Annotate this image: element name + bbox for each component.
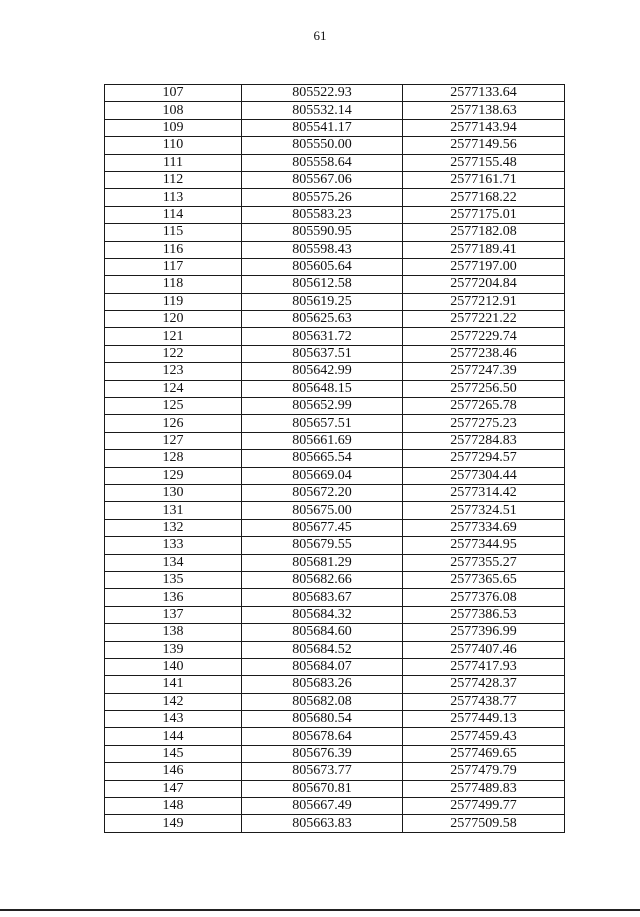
point-number-cell: 146 xyxy=(105,763,242,780)
point-number-cell: 122 xyxy=(105,345,242,362)
x-coordinate-cell: 805672.20 xyxy=(242,484,403,501)
table-row xyxy=(105,484,565,501)
point-number-cell: 138 xyxy=(105,624,242,641)
y-coordinate-cell: 2577265.78 xyxy=(403,398,565,415)
x-coordinate-cell: 805532.14 xyxy=(242,102,403,119)
x-coordinate-cell: 805680.54 xyxy=(242,711,403,728)
point-number-cell: 126 xyxy=(105,415,242,432)
table-row xyxy=(105,119,565,136)
point-number-cell: 139 xyxy=(105,641,242,658)
point-number-cell: 121 xyxy=(105,328,242,345)
y-coordinate-cell: 2577355.27 xyxy=(403,554,565,571)
page-bottom-border xyxy=(0,909,640,911)
y-coordinate-cell: 2577175.01 xyxy=(403,206,565,223)
y-coordinate-cell: 2577469.65 xyxy=(403,745,565,762)
y-coordinate-cell: 2577284.83 xyxy=(403,432,565,449)
y-coordinate-cell: 2577499.77 xyxy=(403,798,565,815)
table-row xyxy=(105,502,565,519)
point-number-cell: 116 xyxy=(105,241,242,258)
table-row xyxy=(105,85,565,102)
table-row xyxy=(105,763,565,780)
table-row xyxy=(105,154,565,171)
y-coordinate-cell: 2577509.58 xyxy=(403,815,565,832)
point-number-cell: 137 xyxy=(105,606,242,623)
table-row xyxy=(105,311,565,328)
x-coordinate-cell: 805558.64 xyxy=(242,154,403,171)
table-row xyxy=(105,241,565,258)
point-number-cell: 113 xyxy=(105,189,242,206)
y-coordinate-cell: 2577449.13 xyxy=(403,711,565,728)
x-coordinate-cell: 805605.64 xyxy=(242,258,403,275)
x-coordinate-cell: 805619.25 xyxy=(242,293,403,310)
point-number-cell: 111 xyxy=(105,154,242,171)
point-number-cell: 124 xyxy=(105,380,242,397)
table-row xyxy=(105,171,565,188)
x-coordinate-cell: 805590.95 xyxy=(242,224,403,241)
y-coordinate-cell: 2577407.46 xyxy=(403,641,565,658)
point-number-cell: 115 xyxy=(105,224,242,241)
table-row xyxy=(105,554,565,571)
y-coordinate-cell: 2577314.42 xyxy=(403,484,565,501)
table-row xyxy=(105,276,565,293)
y-coordinate-cell: 2577459.43 xyxy=(403,728,565,745)
y-coordinate-cell: 2577143.94 xyxy=(403,119,565,136)
y-coordinate-cell: 2577212.91 xyxy=(403,293,565,310)
y-coordinate-cell: 2577489.83 xyxy=(403,780,565,797)
x-coordinate-cell: 805683.26 xyxy=(242,676,403,693)
table-row xyxy=(105,606,565,623)
point-number-cell: 131 xyxy=(105,502,242,519)
y-coordinate-cell: 2577428.37 xyxy=(403,676,565,693)
x-coordinate-cell: 805522.93 xyxy=(242,85,403,102)
x-coordinate-cell: 805684.32 xyxy=(242,606,403,623)
x-coordinate-cell: 805673.77 xyxy=(242,763,403,780)
point-number-cell: 145 xyxy=(105,745,242,762)
x-coordinate-cell: 805676.39 xyxy=(242,745,403,762)
y-coordinate-cell: 2577275.23 xyxy=(403,415,565,432)
x-coordinate-cell: 805684.52 xyxy=(242,641,403,658)
y-coordinate-cell: 2577417.93 xyxy=(403,658,565,675)
point-number-cell: 140 xyxy=(105,658,242,675)
point-number-cell: 110 xyxy=(105,137,242,154)
point-number-cell: 129 xyxy=(105,467,242,484)
y-coordinate-cell: 2577133.64 xyxy=(403,85,565,102)
x-coordinate-cell: 805684.07 xyxy=(242,658,403,675)
point-number-cell: 144 xyxy=(105,728,242,745)
table-row xyxy=(105,519,565,536)
table-row xyxy=(105,189,565,206)
x-coordinate-cell: 805677.45 xyxy=(242,519,403,536)
y-coordinate-cell: 2577149.56 xyxy=(403,137,565,154)
x-coordinate-cell: 805682.08 xyxy=(242,693,403,710)
table-row xyxy=(105,432,565,449)
table-row xyxy=(105,537,565,554)
point-number-cell: 143 xyxy=(105,711,242,728)
y-coordinate-cell: 2577256.50 xyxy=(403,380,565,397)
table-row xyxy=(105,258,565,275)
x-coordinate-cell: 805684.60 xyxy=(242,624,403,641)
table-row xyxy=(105,293,565,310)
y-coordinate-cell: 2577344.95 xyxy=(403,537,565,554)
point-number-cell: 135 xyxy=(105,571,242,588)
y-coordinate-cell: 2577221.22 xyxy=(403,311,565,328)
y-coordinate-cell: 2577438.77 xyxy=(403,693,565,710)
table-row xyxy=(105,693,565,710)
y-coordinate-cell: 2577324.51 xyxy=(403,502,565,519)
table-row xyxy=(105,398,565,415)
coordinate-table xyxy=(104,84,565,833)
point-number-cell: 108 xyxy=(105,102,242,119)
y-coordinate-cell: 2577189.41 xyxy=(403,241,565,258)
x-coordinate-cell: 805652.99 xyxy=(242,398,403,415)
y-coordinate-cell: 2577138.63 xyxy=(403,102,565,119)
point-number-cell: 107 xyxy=(105,85,242,102)
page-number: 61 xyxy=(313,28,327,43)
x-coordinate-cell: 805612.58 xyxy=(242,276,403,293)
point-number-cell: 119 xyxy=(105,293,242,310)
x-coordinate-cell: 805637.51 xyxy=(242,345,403,362)
table-row xyxy=(105,206,565,223)
x-coordinate-cell: 805648.15 xyxy=(242,380,403,397)
point-number-cell: 118 xyxy=(105,276,242,293)
x-coordinate-cell: 805550.00 xyxy=(242,137,403,154)
point-number-cell: 141 xyxy=(105,676,242,693)
point-number-cell: 114 xyxy=(105,206,242,223)
table-row xyxy=(105,450,565,467)
table-row xyxy=(105,380,565,397)
table-row xyxy=(105,102,565,119)
point-number-cell: 149 xyxy=(105,815,242,832)
x-coordinate-cell: 805583.23 xyxy=(242,206,403,223)
point-number-cell: 128 xyxy=(105,450,242,467)
point-number-cell: 134 xyxy=(105,554,242,571)
x-coordinate-cell: 805670.81 xyxy=(242,780,403,797)
x-coordinate-cell: 805661.69 xyxy=(242,432,403,449)
x-coordinate-cell: 805681.29 xyxy=(242,554,403,571)
point-number-cell: 133 xyxy=(105,537,242,554)
point-number-cell: 109 xyxy=(105,119,242,136)
y-coordinate-cell: 2577334.69 xyxy=(403,519,565,536)
table-row xyxy=(105,780,565,797)
x-coordinate-cell: 805625.63 xyxy=(242,311,403,328)
table-row xyxy=(105,745,565,762)
point-number-cell: 117 xyxy=(105,258,242,275)
table-row xyxy=(105,728,565,745)
y-coordinate-cell: 2577182.08 xyxy=(403,224,565,241)
table-row xyxy=(105,711,565,728)
table-row xyxy=(105,467,565,484)
x-coordinate-cell: 805665.54 xyxy=(242,450,403,467)
x-coordinate-cell: 805657.51 xyxy=(242,415,403,432)
x-coordinate-cell: 805679.55 xyxy=(242,537,403,554)
y-coordinate-cell: 2577168.22 xyxy=(403,189,565,206)
point-number-cell: 120 xyxy=(105,311,242,328)
y-coordinate-cell: 2577304.44 xyxy=(403,467,565,484)
table-row xyxy=(105,415,565,432)
x-coordinate-cell: 805575.26 xyxy=(242,189,403,206)
x-coordinate-cell: 805541.17 xyxy=(242,119,403,136)
y-coordinate-cell: 2577155.48 xyxy=(403,154,565,171)
y-coordinate-cell: 2577294.57 xyxy=(403,450,565,467)
y-coordinate-cell: 2577396.99 xyxy=(403,624,565,641)
y-coordinate-cell: 2577161.71 xyxy=(403,171,565,188)
table-row xyxy=(105,571,565,588)
x-coordinate-cell: 805663.83 xyxy=(242,815,403,832)
x-coordinate-cell: 805631.72 xyxy=(242,328,403,345)
point-number-cell: 130 xyxy=(105,484,242,501)
x-coordinate-cell: 805667.49 xyxy=(242,798,403,815)
point-number-cell: 125 xyxy=(105,398,242,415)
x-coordinate-cell: 805642.99 xyxy=(242,363,403,380)
table-row xyxy=(105,224,565,241)
point-number-cell: 142 xyxy=(105,693,242,710)
y-coordinate-cell: 2577386.53 xyxy=(403,606,565,623)
table-row xyxy=(105,624,565,641)
y-coordinate-cell: 2577247.39 xyxy=(403,363,565,380)
table-row xyxy=(105,363,565,380)
x-coordinate-cell: 805682.66 xyxy=(242,571,403,588)
x-coordinate-cell: 805675.00 xyxy=(242,502,403,519)
point-number-cell: 132 xyxy=(105,519,242,536)
x-coordinate-cell: 805678.64 xyxy=(242,728,403,745)
y-coordinate-cell: 2577204.84 xyxy=(403,276,565,293)
point-number-cell: 148 xyxy=(105,798,242,815)
table-row xyxy=(105,137,565,154)
point-number-cell: 147 xyxy=(105,780,242,797)
table-row xyxy=(105,658,565,675)
y-coordinate-cell: 2577479.79 xyxy=(403,763,565,780)
table-row xyxy=(105,815,565,832)
table-row xyxy=(105,345,565,362)
y-coordinate-cell: 2577238.46 xyxy=(403,345,565,362)
table-row xyxy=(105,641,565,658)
point-number-cell: 123 xyxy=(105,363,242,380)
y-coordinate-cell: 2577197.00 xyxy=(403,258,565,275)
table-row xyxy=(105,676,565,693)
x-coordinate-cell: 805683.67 xyxy=(242,589,403,606)
x-coordinate-cell: 805567.06 xyxy=(242,171,403,188)
coordinate-table-body xyxy=(105,85,565,833)
table-row xyxy=(105,328,565,345)
x-coordinate-cell: 805598.43 xyxy=(242,241,403,258)
table-row xyxy=(105,589,565,606)
y-coordinate-cell: 2577376.08 xyxy=(403,589,565,606)
point-number-cell: 136 xyxy=(105,589,242,606)
x-coordinate-cell: 805669.04 xyxy=(242,467,403,484)
y-coordinate-cell: 2577229.74 xyxy=(403,328,565,345)
y-coordinate-cell: 2577365.65 xyxy=(403,571,565,588)
point-number-cell: 112 xyxy=(105,171,242,188)
table-row xyxy=(105,798,565,815)
point-number-cell: 127 xyxy=(105,432,242,449)
